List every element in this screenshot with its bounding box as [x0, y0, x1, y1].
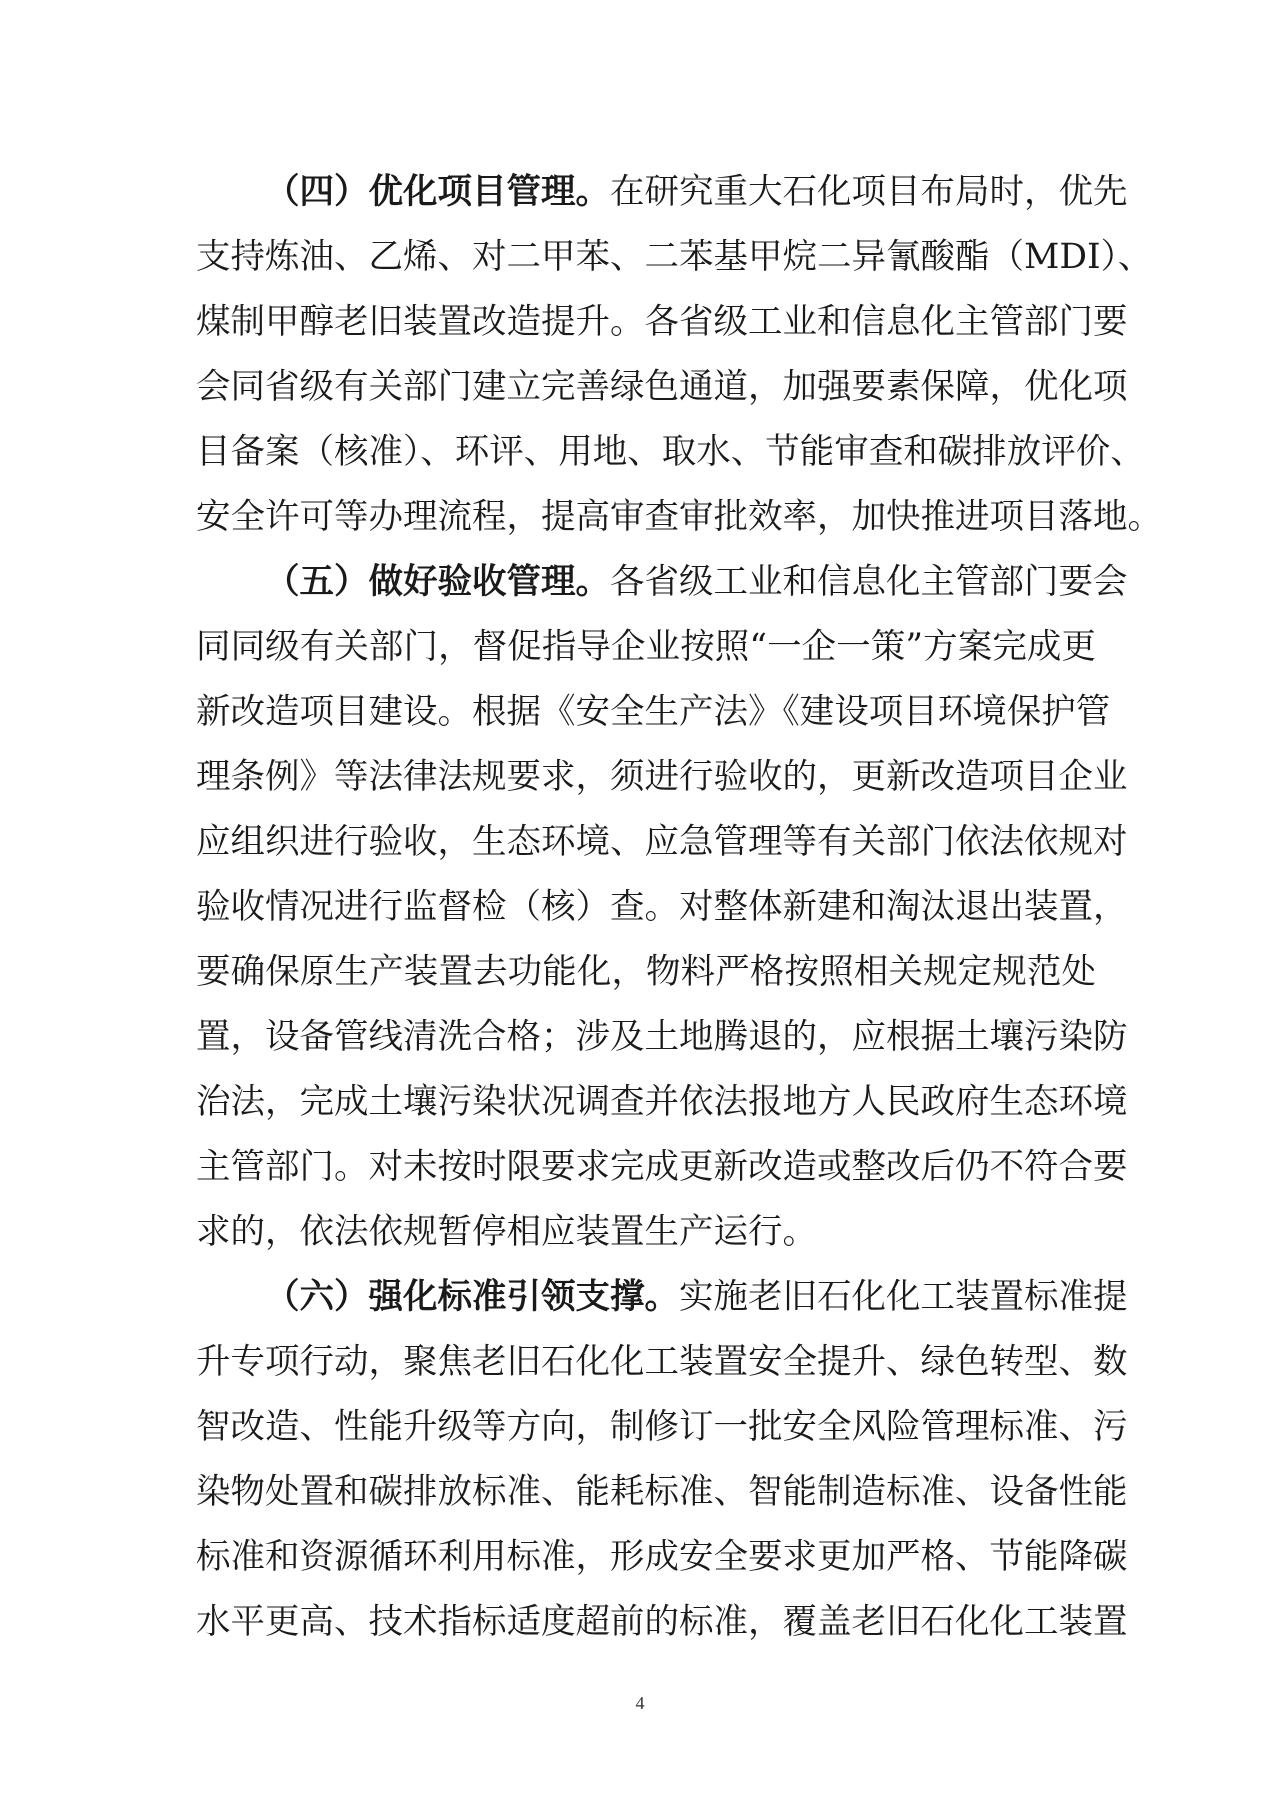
paragraph-line: 同同级有关部门，督促指导企业按照“一企一策”方案完成更	[196, 627, 1096, 667]
paragraph-line: 水平更高、技术指标适度超前的标准，覆盖老旧石化化工装置	[196, 1602, 1128, 1642]
paragraph-line: 应组织进行验收，生态环境、应急管理等有关部门依法依规对	[196, 822, 1128, 862]
section-heading: （四）优化项目管理。	[265, 172, 610, 212]
paragraph-line: 支持炼油、乙烯、对二甲苯、二苯基甲烷二异氰酸酯（MDI）、	[196, 237, 1153, 277]
paragraph-line: 验收情况进行监督检（核）查。对整体新建和淘汰退出装置，	[196, 887, 1128, 927]
paragraph-line: （六）强化标准引领支撑。实施老旧石化化工装置标准提	[265, 1277, 1128, 1317]
paragraph-line: （五）做好验收管理。各省级工业和信息化主管部门要会	[265, 562, 1128, 602]
paragraph-line: 升专项行动，聚焦老旧石化化工装置安全提升、绿色转型、数	[196, 1342, 1128, 1382]
paragraph-line: 要确保原生产装置去功能化，物料严格按照相关规定规范处	[196, 952, 1096, 992]
paragraph-line: 主管部门。对未按时限要求完成更新改造或整改后仍不符合要	[196, 1147, 1128, 1187]
section-standards-support	[196, 1265, 1128, 1655]
paragraph-line: 染物处置和碳排放标准、能耗标准、智能制造标准、设备性能	[196, 1472, 1128, 1512]
paragraph-line: 安全许可等办理流程，提高审查审批效率，加快推进项目落地。	[196, 497, 1162, 537]
paragraph-line: 新改造项目建设。根据《安全生产法》《建设项目环境保护管	[196, 692, 1111, 732]
section-acceptance-management	[196, 550, 1128, 1265]
paragraph-line: 标准和资源循环利用标准，形成安全要求更加严格、节能降碳	[196, 1537, 1128, 1577]
paragraph-line: 目备案（核准）、环评、用地、取水、节能审查和碳排放评价、	[196, 432, 1145, 472]
paragraph-line: 置，设备管线清洗合格；涉及土地腾退的，应根据土壤污染防	[196, 1017, 1128, 1057]
paragraph-line: 治法，完成土壤污染状况调查并依法报地方人民政府生态环境	[196, 1082, 1128, 1122]
document-body	[196, 160, 1162, 1655]
paragraph-line: 求的，依法依规暂停相应装置生产运行。	[196, 1212, 817, 1252]
section-heading: （六）强化标准引领支撑。	[265, 1277, 679, 1317]
paragraph-line: 智改造、性能升级等方向，制修订一批安全风险管理标准、污	[196, 1407, 1128, 1447]
section-optimize-project-management	[196, 160, 1162, 550]
paragraph-line: 理条例》等法律法规要求，须进行验收的，更新改造项目企业	[196, 757, 1128, 797]
section-heading: （五）做好验收管理。	[265, 562, 610, 602]
paragraph-line: 会同省级有关部门建立完善绿色通道，加强要素保障，优化项	[196, 367, 1128, 407]
page-number: 4	[635, 1693, 645, 1713]
paragraph-line: （四）优化项目管理。在研究重大石化项目布局时，优先	[265, 172, 1128, 212]
paragraph-line: 煤制甲醇老旧装置改造提升。各省级工业和信息化主管部门要	[196, 302, 1128, 342]
